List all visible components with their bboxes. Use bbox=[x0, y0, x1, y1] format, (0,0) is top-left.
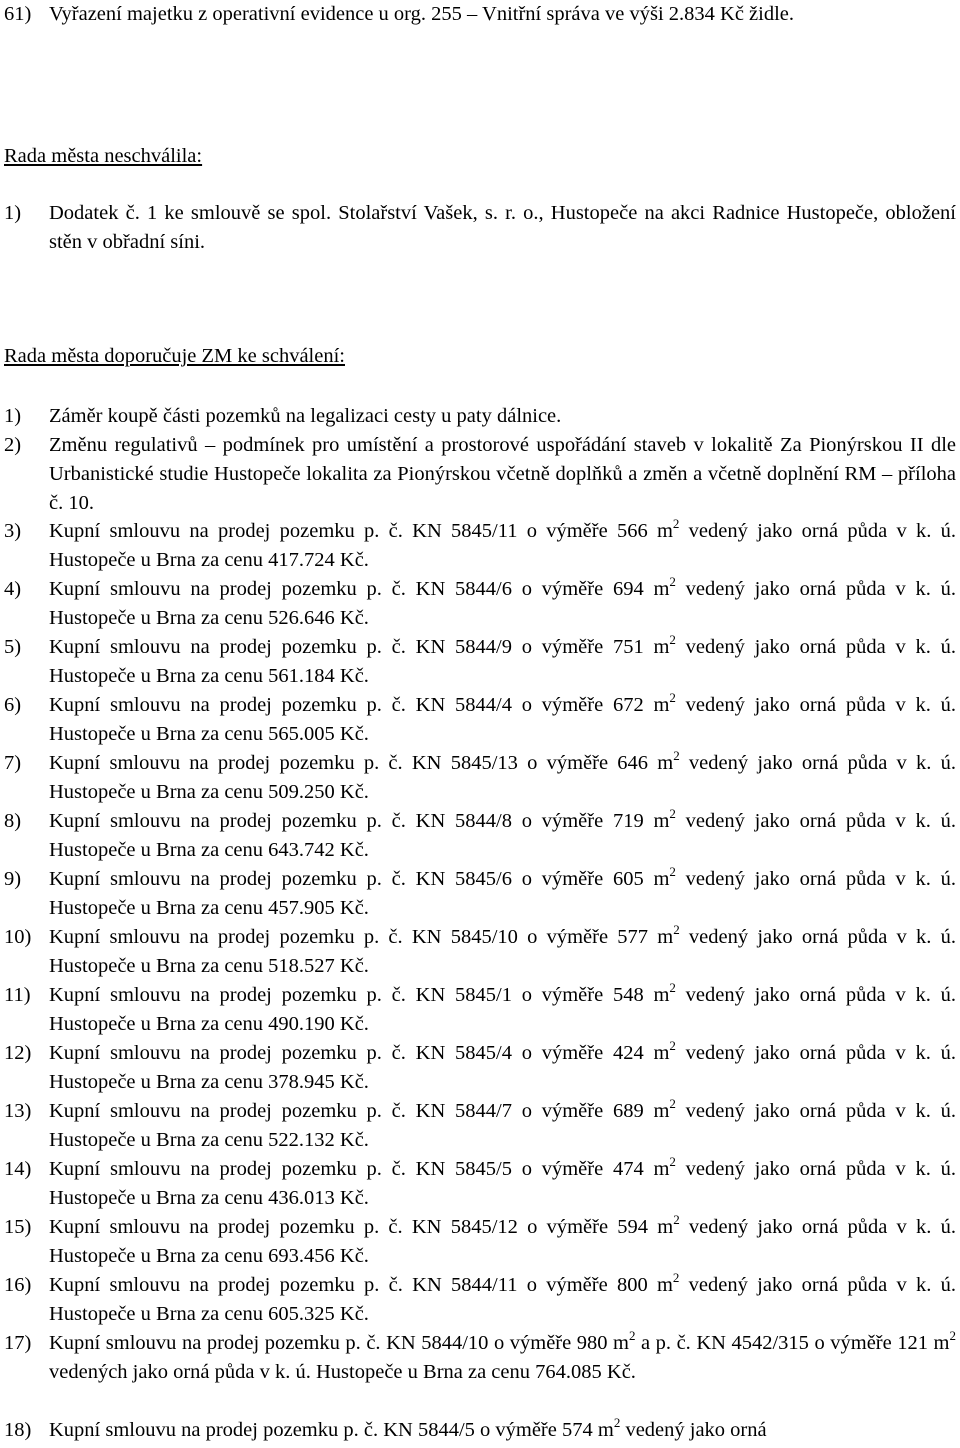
item-number: 18) bbox=[4, 1419, 32, 1441]
superscript: 2 bbox=[669, 690, 676, 706]
item-text: Kupní smlouvu na prodej pozemku p. č. KN 5844/8 o výměře 719 $m^2$ vedený jako orná půda v k. ú. Hustopeče u Brna za cenu 643.742 Kč. bbox=[49, 806, 956, 861]
item-text: Kupní smlouvu na prodej pozemku p. č. KN 5844/7 o výměře 689 $m^2$ vedený jako orná půda v k. ú. Hustopeče u Brna za cenu 522.132 Kč. bbox=[49, 1096, 956, 1151]
list-item-recommended-18 bbox=[4, 1416, 956, 1448]
list-item-recommended-5 bbox=[4, 633, 956, 691]
superscript: 2 bbox=[669, 806, 676, 822]
item-text: Kupní smlouvu na prodej pozemku p. č. KN 5844/5 o výměře 574 $m^2$ vedený jako orná bbox=[49, 1416, 767, 1441]
item-number: 13) bbox=[4, 1100, 32, 1122]
item-text: Kupní smlouvu na prodej pozemku p. č. KN 5845/11 o výměře 566 $m^2$ vedený jako orná půda v k. ú. Hustopeče u Brna za cenu 417.724 Kč. bbox=[49, 516, 956, 571]
list-item-recommended-10 bbox=[4, 923, 956, 981]
item-number: 6) bbox=[4, 694, 22, 716]
superscript: 2 bbox=[673, 922, 680, 938]
item-text: Kupní smlouvu na prodej pozemku p. č. KN 5845/10 o výměře 577 $m^2$ vedený jako orná půda v k. ú. Hustopeče u Brna za cenu 518.527 Kč. bbox=[49, 922, 956, 977]
superscript: 2 bbox=[672, 516, 680, 532]
list-item-recommended-3 bbox=[4, 517, 956, 575]
item-number: 9) bbox=[4, 868, 22, 890]
superscript: 2 bbox=[669, 632, 676, 648]
item-number: 5) bbox=[4, 636, 22, 658]
list-item-recommended-14 bbox=[4, 1155, 956, 1213]
list-item-recommended-9 bbox=[4, 865, 956, 923]
item-text: Kupní smlouvu na prodej pozemku p. č. KN 5845/1 o výměře 548 $m^2$ vedený jako orná půda v k. ú. Hustopeče u Brna za cenu 490.190 Kč. bbox=[49, 980, 956, 1035]
item-number: 8) bbox=[4, 810, 22, 832]
item-text: Kupní smlouvu na prodej pozemku p. č. KN 5845/4 o výměře 424 $m^2$ vedený jako orná půda v k. ú. Hustopeče u Brna za cenu 378.945 Kč. bbox=[49, 1038, 956, 1093]
list-item-recommended-15 bbox=[4, 1213, 956, 1271]
superscript: 2 bbox=[673, 1212, 680, 1228]
superscript: 2 bbox=[669, 1154, 676, 1170]
item-number: 3) bbox=[4, 520, 22, 542]
section-heading-recommended: Rada města doporučuje ZM ke schválení: bbox=[4, 345, 345, 367]
item-text: Kupní smlouvu na prodej pozemku p. č. KN 5845/5 o výměře 474 $m^2$ vedený jako orná půda v k. ú. Hustopeče u Brna za cenu 436.013 Kč. bbox=[49, 1154, 956, 1209]
section-heading-rejected: Rada města neschválila: bbox=[4, 145, 203, 167]
item-number: 2) bbox=[4, 434, 22, 456]
item-number: 17) bbox=[4, 1332, 32, 1354]
list-item-recommended-11 bbox=[4, 981, 956, 1039]
item-number: 1) bbox=[4, 405, 22, 427]
item-text: Kupní smlouvu na prodej pozemku p. č. KN 5845/13 o výměře 646 $m^2$ vedený jako orná půda v k. ú. Hustopeče u Brna za cenu 509.250 Kč. bbox=[49, 748, 956, 803]
item-number: 11) bbox=[4, 984, 31, 1006]
item-text: Kupní smlouvu na prodej pozemku p. č. KN 5844/10 o výměře 980 $m^2$ a p. č. KN 4542/315 o výměře 121 $m^2$ vedených jako orná půda v k. ú. Hustopeče u Brna za cenu 764.085 Kč. bbox=[49, 1328, 956, 1383]
list-item-recommended-6 bbox=[4, 691, 956, 749]
item-text: Záměr koupě části pozemků na legalizaci cesty u paty dálnice. bbox=[49, 405, 562, 427]
list-item-recommended-2 bbox=[4, 431, 956, 518]
list-item-recommended-1 bbox=[4, 402, 956, 431]
list-item-recommended-7 bbox=[4, 749, 956, 807]
item-text: Kupní smlouvu na prodej pozemku p. č. KN 5845/12 o výměře 594 $m^2$ vedený jako orná půda v k. ú. Hustopeče u Brna za cenu 693.456 Kč. bbox=[49, 1212, 956, 1267]
item-text: Kupní smlouvu na prodej pozemku p. č. KN 5844/11 o výměře 800 $m^2$ vedený jako orná půda v k. ú. Hustopeče u Brna za cenu 605.325 Kč. bbox=[49, 1270, 956, 1325]
list-item-recommended-8 bbox=[4, 807, 956, 865]
list-item-recommended-16 bbox=[4, 1271, 956, 1329]
item-text: Vyřazení majetku z operativní evidence u org. 255 – Vnitřní správa ve výši 2.834 Kč židle. bbox=[49, 3, 795, 25]
superscript: 2 bbox=[949, 1328, 956, 1344]
item-number: 61) bbox=[4, 3, 32, 25]
list-item-61 bbox=[4, 0, 956, 29]
superscript: 2 bbox=[669, 574, 676, 590]
list-item-recommended-12 bbox=[4, 1039, 956, 1097]
list-item-recommended-4 bbox=[4, 575, 956, 633]
item-text: Kupní smlouvu na prodej pozemku p. č. KN 5844/6 o výměře 694 $m^2$ vedený jako orná půda v k. ú. Hustopeče u Brna za cenu 526.646 Kč. bbox=[49, 574, 956, 629]
superscript: 2 bbox=[669, 980, 676, 996]
superscript: 2 bbox=[629, 1328, 636, 1344]
item-number: 4) bbox=[4, 578, 22, 600]
item-text: Kupní smlouvu na prodej pozemku p. č. KN 5844/4 o výměře 672 $m^2$ vedený jako orná půda v k. ú. Hustopeče u Brna za cenu 565.005 Kč. bbox=[49, 690, 956, 745]
item-number: 12) bbox=[4, 1042, 32, 1064]
item-number: 15) bbox=[4, 1216, 32, 1238]
item-number: 1) bbox=[4, 202, 22, 224]
item-number: 7) bbox=[4, 752, 22, 774]
superscript: 2 bbox=[613, 1416, 621, 1431]
list-item-recommended-17 bbox=[4, 1329, 956, 1387]
item-text: Kupní smlouvu na prodej pozemku p. č. KN 5844/9 o výměře 751 $m^2$ vedený jako orná půda v k. ú. Hustopeče u Brna za cenu 561.184 Kč. bbox=[49, 632, 956, 687]
item-text: Změnu regulativů – podmínek pro umístění a prostorové uspořádání staveb v lokalitě Za Pionýrskou II dle Urbanistické studie Hustopeče lokalita za Pionýrskou včetně doplňků a změn a včetně doplnění RM – příloha č. 10. bbox=[49, 434, 956, 514]
list-item-recommended-13 bbox=[4, 1097, 956, 1155]
superscript: 2 bbox=[669, 1038, 676, 1054]
item-number: 16) bbox=[4, 1274, 32, 1296]
item-text: Dodatek č. 1 ke smlouvě se spol. Stolařství Vašek, s. r. o., Hustopeče na akci Radnice Hustopeče, obložení stěn v obřadní síni. bbox=[49, 202, 956, 253]
superscript: 2 bbox=[673, 748, 680, 764]
superscript: 2 bbox=[672, 1270, 680, 1286]
item-number: 14) bbox=[4, 1158, 32, 1180]
item-number: 10) bbox=[4, 926, 32, 948]
superscript: 2 bbox=[669, 864, 676, 880]
superscript: 2 bbox=[669, 1096, 676, 1112]
item-text: Kupní smlouvu na prodej pozemku p. č. KN 5845/6 o výměře 605 $m^2$ vedený jako orná půda v k. ú. Hustopeče u Brna za cenu 457.905 Kč. bbox=[49, 864, 956, 919]
list-item-rejected-1 bbox=[4, 199, 956, 257]
